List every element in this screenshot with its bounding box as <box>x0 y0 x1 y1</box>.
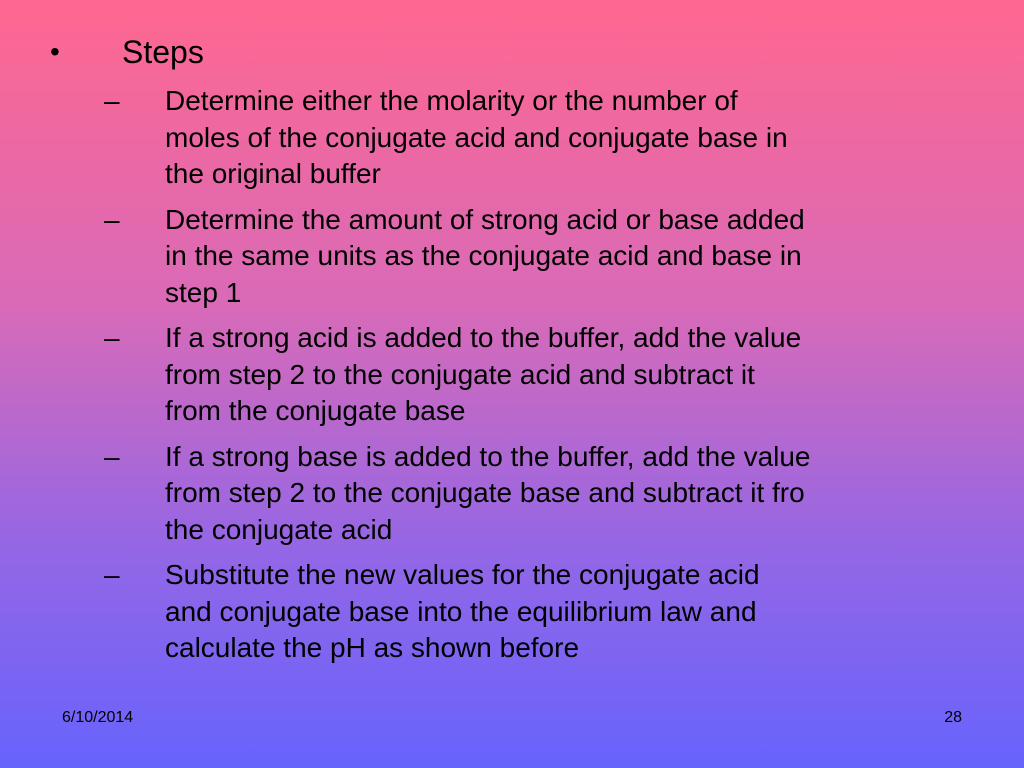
list-item <box>0 83 1024 193</box>
bullet-glyph: • <box>50 36 60 67</box>
step-text: If a strong acid is added to the buffer, add the value from step 2 to the conjugate acid and subtract it from the conjugate base <box>165 322 802 426</box>
step-text: Substitute the new values for the conjugate acid and conjugate base into the equilibrium law and calculate the pH as shown before <box>165 559 760 663</box>
dash-glyph: – <box>104 203 120 235</box>
list-item <box>0 439 1024 549</box>
step-text: Determine either the molarity or the number of moles of the conjugate acid and conjugate base in the original buffer <box>165 85 788 189</box>
slide-heading: Steps <box>122 34 204 70</box>
footer-date: 6/10/2014 <box>62 709 134 726</box>
dash-glyph: – <box>104 85 120 116</box>
steps-list <box>0 83 1024 676</box>
step-text: If a strong base is added to the buffer, add the value from step 2 to the conjugate base and subtract it fro the conjugate acid <box>165 440 811 545</box>
dash-glyph: – <box>104 322 120 353</box>
list-item <box>0 320 1024 430</box>
list-item <box>0 202 1024 312</box>
step-text: Determine the amount of strong acid or base added in the same units as the conjugate acid and base in step 1 <box>165 203 805 308</box>
dash-glyph: – <box>104 559 120 590</box>
dash-glyph: – <box>104 440 120 472</box>
main-bullet <box>0 30 1024 74</box>
page-number: 28 <box>944 709 962 726</box>
list-item <box>0 557 1024 667</box>
